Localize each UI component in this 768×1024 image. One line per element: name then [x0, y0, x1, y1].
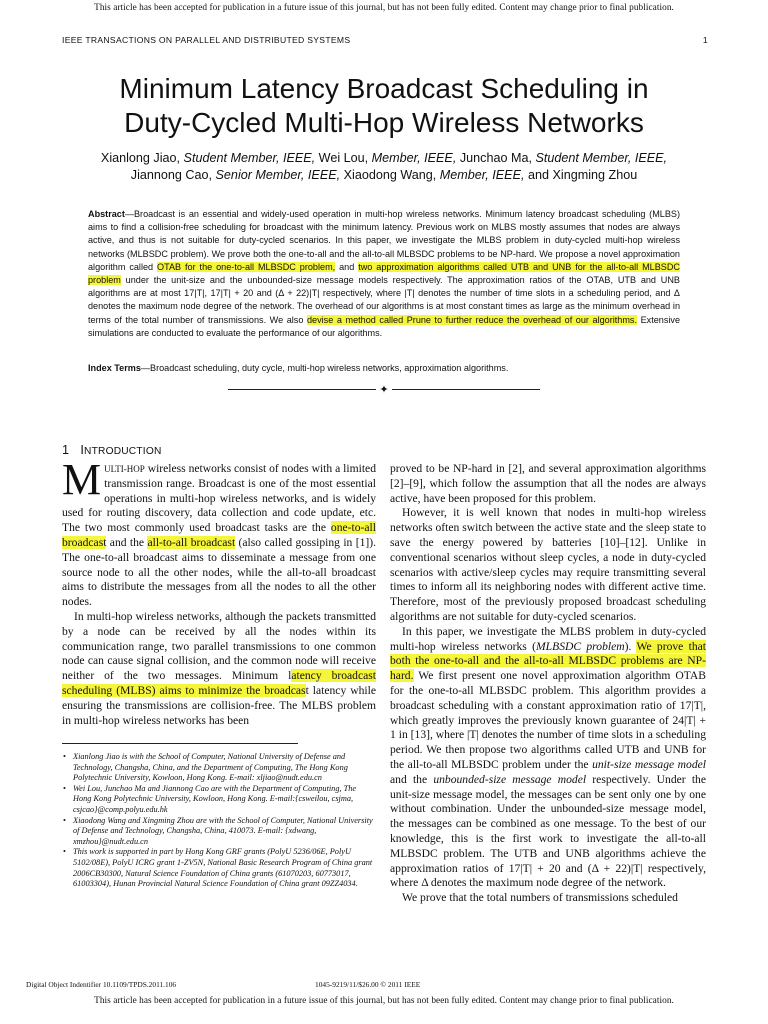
highlighted-text: all-to-all broadcast — [147, 535, 236, 549]
abstract-text: Extensive simulations are conducted to evaluate the performance of our algorithms. — [88, 314, 681, 338]
paragraph — [390, 625, 706, 891]
paragraph: However, it is well known that nodes in multi-hop wireless networks often switch between the active state and the sleep state to save the energy powered by batteries [10]–[12]. Unlike in conventional scenarios without sleep cycles, a node in duty-cycled scenarios with active/sleep cycles may require transmitting several times to inform all its neighboring nodes with different active time. Therefore, most of the previously proposed broadcast scheduling algorithms are not suitable for duty-cycled scenarios. — [390, 506, 706, 623]
highlighted-text: OTAB for the one-to-all MLBSDC problem, — [157, 261, 336, 272]
author-name: Junchao Ma, — [456, 151, 536, 165]
body-text: We first present one novel approximation algorithm OTAB for the one-to-all MLBSDC problem. This algorithm provides a broadcast scheduling with a constant approximation ratio of 17|T|, which greatly improves the previously known guarantee of 24|T| + 1 in [13], where |T| denotes the number of time slots in a scheduling period. We then propose two algorithms called UTB and UNB for the all-to-all MLBSDC problem under the — [390, 669, 706, 771]
body-text: respectively. Under the unit-size message model, the messages can be sent only one by one without combination. Under the unbounded-size message model, the messages can be combined as one message. To the best of our knowledge, this is the first work to investigate the all-to-all MLBSDC problem. The UTB and UNB algorithms achieve the approximation ratios of 17|T| + 20 and (Δ + 22)|T| respectively, where Δ denotes the maximum node degree of the network. — [390, 772, 707, 890]
abstract-text: under the unit-size and the unbounded-size message models respectively. The approximation ratios of the OTAB, UTB and UNB algorithms are at most 17|T|, 17|T| + 20 and (Δ + 22)|T| respectively, where |T| denotes the number of time slots in a scheduling period, and Δ denotes the maximum node degree of the network. The overhead of our algorithms is at most constant times as large as the minimum overhead in terms of the total number of transmissions. We also — [88, 275, 680, 325]
title-line-2: Duty-Cycled Multi-Hop Wireless Networks — [124, 107, 644, 138]
author-role: Student Member, IEEE, — [183, 151, 316, 165]
italic-term: unbounded-size message model — [433, 772, 587, 786]
footnote-item: • This work is supported in part by Hong Kong GRF grants (PolyU 5236/06E, PolyU 5102/08E), PolyU ICRG grant 1-ZV5N, National Basic Research Program of China grant 2006CB30300, Natural Science Foundation of China grants (61070203, 60773017, 61003304), Hunan Provincial Natural Science Foundation of China grant 09ZZ4034. — [73, 847, 376, 889]
index-terms-text: —Broadcast scheduling, duty cycle, multi-hop wireless networks, approximation algorithms. — [140, 363, 509, 373]
author-name: Wei Lou, — [315, 151, 372, 165]
journal-name: IEEE TRANSACTIONS ON PARALLEL AND DISTRIBUTED SYSTEMS — [62, 35, 351, 45]
body-text: (also called gossiping in [1]). The one-to-all broadcast aims to disseminate a message from one source node to all the other nodes, while the all-to-all broadcast aims to distribute the messages from all the nodes to all the other nodes. — [62, 535, 376, 609]
footnote-rule — [62, 743, 298, 744]
body-text: wireless networks consist of nodes with a limited transmission range. Broadcast is one of the most essential operations in multi-hop wireless networks, and is widely used for routing discovery, data collection and code update, etc. The two most commonly used broadcast tasks are the — [62, 462, 376, 535]
title-line-1: Minimum Latency Broadcast Scheduling in — [119, 73, 649, 104]
paragraph: We prove that the total numbers of transmissions scheduled — [402, 891, 678, 905]
paragraph — [62, 455, 376, 610]
italic-term: MLBSDC problem — [536, 639, 625, 653]
author-role: Senior Member, IEEE, — [215, 168, 341, 182]
author-name: Jiannong Cao, — [130, 168, 216, 182]
publication-notice-bottom: This article has been accepted for publication in a future issue of this journal, but has not been fully edited. Content may change prior to final publication. — [94, 996, 674, 1006]
author-name: and Xingming Zhou — [524, 168, 638, 182]
right-column — [390, 462, 706, 906]
author-name: Xiaodong Wang, — [340, 168, 440, 182]
publication-notice-top: This article has been accepted for publication in a future issue of this journal, but has not been fully edited. Content may change prior to final publication. — [94, 3, 674, 13]
abstract-text: and — [335, 261, 359, 272]
author-list — [40, 150, 728, 184]
footnote-item: • Wei Lou, Junchao Ma and Jiannong Cao are with the Department of Computing, The Hong Kong Polytechnic University, Kowloon, Hong Kong. E-mail:{csweilou, csjma, csjcao}@comp.polyu.edu.hk — [73, 784, 376, 816]
index-terms — [88, 362, 680, 375]
footnote-item: • Xiaodong Wang and Xingming Zhou are with the School of Computer, National University of Defense and Technology, Changsha, China, 410073. E-mail: {xdwang, xmzhou}@nudt.edu.cn — [73, 816, 376, 848]
highlighted-text: atency broadcast scheduling (MLBS) aims to minimize the broadcas — [62, 669, 376, 697]
running-head — [62, 35, 708, 45]
author-line-2 — [40, 167, 728, 184]
section-number: 1 — [62, 443, 70, 457]
doi-footer: Digital Object Indentifier 10.1109/TPDS.2011.106 — [26, 980, 177, 989]
left-column — [62, 455, 377, 728]
paragraph: proved to be NP-hard in [2], and several approximation algorithms [2]–[9], which follow the assumption that all the nodes are always active, have been proposed for this problem. — [390, 462, 706, 505]
divider-line — [392, 389, 540, 390]
copyright-footer: 1045-9219/11/$26.00 © 2011 IEEE — [315, 980, 421, 989]
body-text: ). — [624, 639, 637, 653]
paper-title — [40, 72, 728, 140]
abstract-text: —Broadcast is an essential and widely-used operation in multi-hop wireless networks. Minimum latency broadcast scheduling (MLBS) aims to find a collision-free scheduling for broadcast with the minimum latency. Previous work on MLBS mostly assumes that nodes are always active, and thus is not suitable for duty-cycled scenarios. In this paper, we investigate the MLBS problem in duty-cycled multi-hop wireless networks (MLBSDC problem). We prove both the one-to-all and the all-to-all MLBSDC problems to be NP-hard. We propose a novel approximation algorithm called — [88, 209, 680, 272]
author-role: Member, IEEE, — [371, 151, 457, 165]
highlighted-text: one-to-all broadcast — [62, 521, 376, 549]
index-terms-label: Index Terms — [88, 363, 141, 373]
section-divider — [228, 383, 540, 396]
divider-line — [228, 389, 376, 390]
author-footnotes — [62, 752, 376, 890]
highlighted-text: We prove that both the one-to-all and the all-to-all MLBSDC problems are NP-hard. — [390, 639, 707, 683]
body-text: and the — [106, 535, 148, 549]
highlighted-text: two approximation algorithms called UTB and UNB for the all-to-all MLBSDC problem — [88, 261, 680, 286]
footnote-item: • Xianlong Jiao is with the School of Computer, National University of Defense and Technology, Changsha, China, and the Department of Computing, The Hong Kong Polytechnic University, Kowloon, Hong Kong. E-mail: xljiao@nudt.edu.cn — [73, 752, 376, 784]
section-title-initial: I — [80, 443, 85, 457]
page-number: 1 — [702, 35, 708, 45]
author-role: Student Member, IEEE, — [535, 151, 668, 165]
abstract — [88, 208, 680, 340]
body-text: In multi-hop wireless networks, although the packets transmitted by a node can be received by all the nodes within its communication range, two parallel transmissions to one common node can cause signal collision, and the common node will receive neither of the two messages. Minimum l — [62, 609, 376, 683]
diamond-icon: ✦ — [379, 383, 389, 396]
italic-term: unit-size message model — [592, 757, 706, 771]
author-line-1 — [40, 150, 728, 167]
highlighted-text: devise a method called Prune to further reduce the overhead of our algorithms. — [307, 314, 638, 325]
abstract-label: Abstract — [88, 209, 125, 219]
drop-cap: M — [62, 455, 102, 504]
paragraph — [62, 610, 376, 728]
author-role: Member, IEEE, — [439, 168, 525, 182]
body-text: t latency while ensuring the transmissions are collision-free. The MLBS problem in multi-hop wireless networks has been — [62, 683, 377, 727]
body-text: and the — [390, 772, 434, 786]
small-caps-lead: ULTI-HOP — [104, 464, 145, 474]
section-title-rest: NTRODUCTION — [84, 446, 162, 457]
body-text: In this paper, we investigate the MLBS problem in duty-cycled multi-hop wireless networks ( — [390, 624, 706, 653]
author-name: Xianlong Jiao, — [100, 151, 184, 165]
